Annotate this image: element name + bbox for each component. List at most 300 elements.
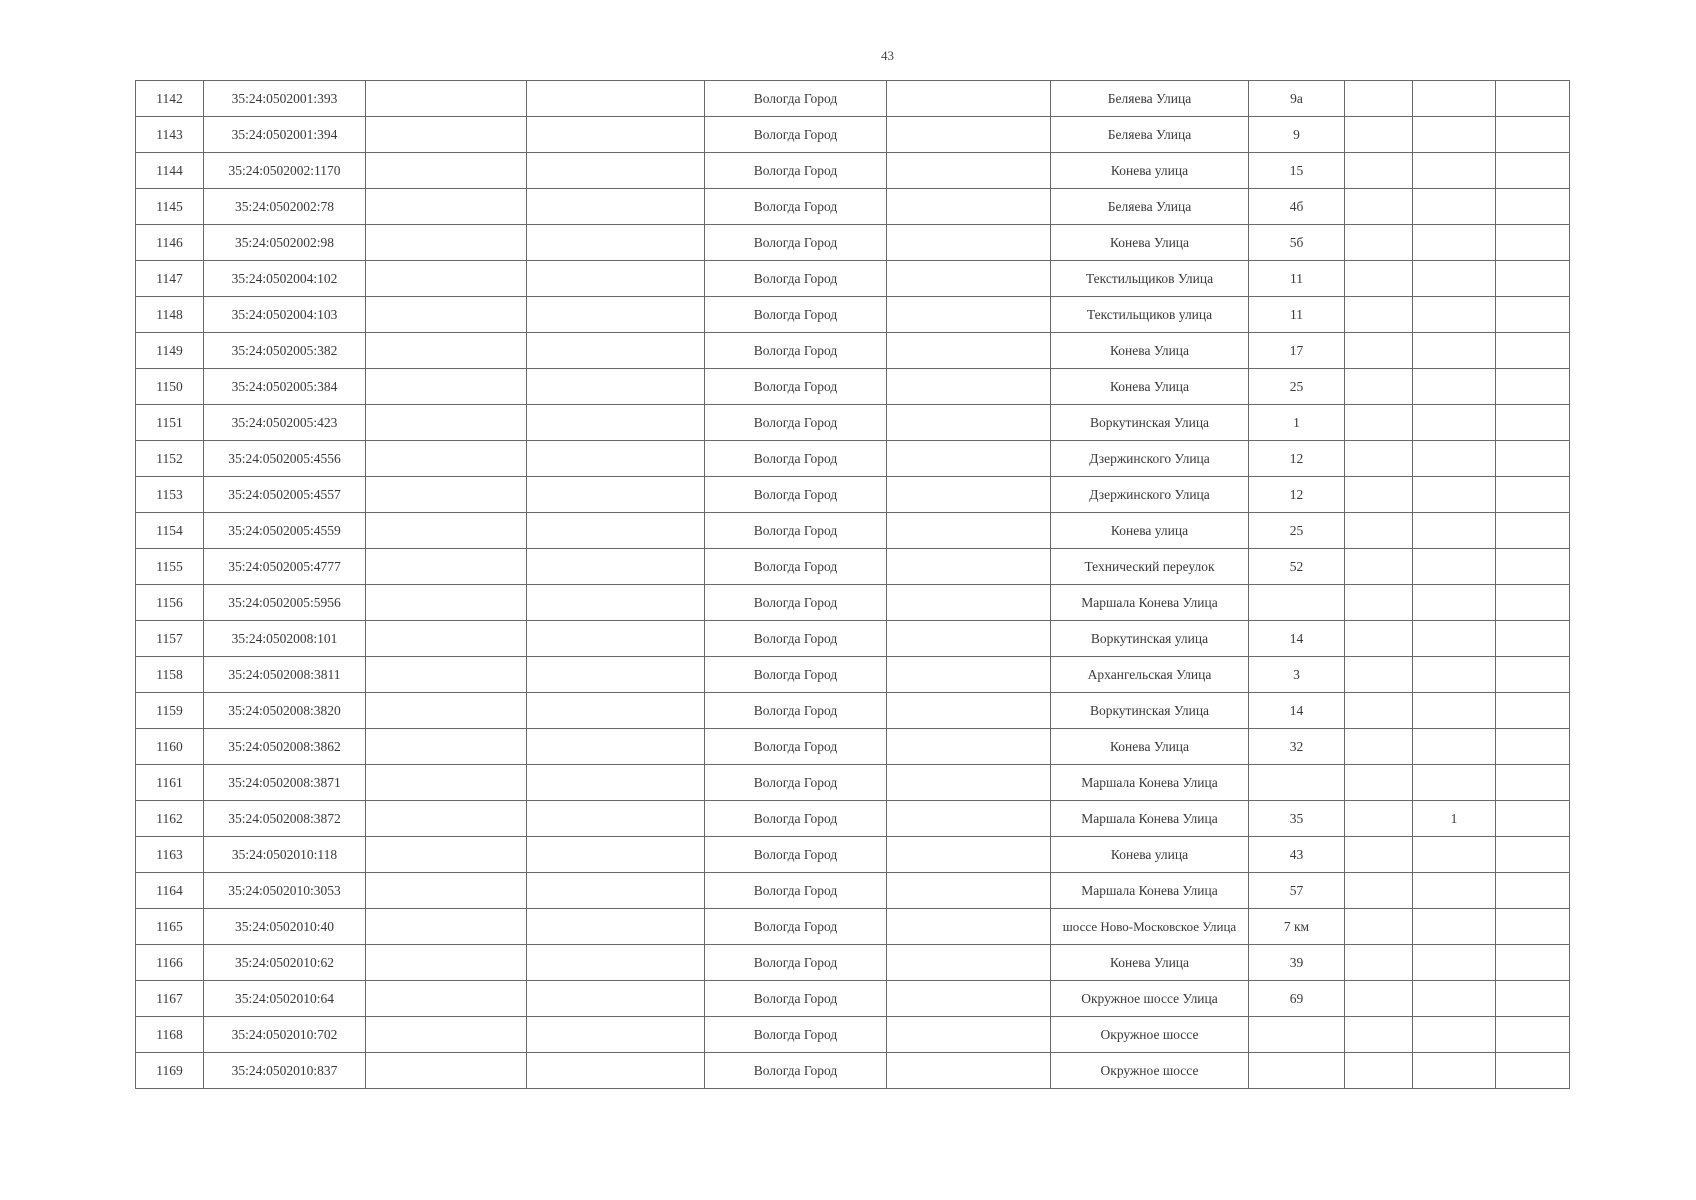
row-number-cell: 1167 — [136, 981, 204, 1017]
street-cell: Воркутинская Улица — [1051, 405, 1249, 441]
table-row — [136, 117, 1570, 153]
empty-cell — [366, 153, 527, 189]
extra-value-cell — [1413, 837, 1496, 873]
empty-cell — [366, 657, 527, 693]
cadastral-number-cell: 35:24:0502002:98 — [204, 225, 366, 261]
row-number-cell: 1169 — [136, 1053, 204, 1089]
house-number-cell: 5б — [1249, 225, 1345, 261]
cadastral-number-cell: 35:24:0502008:3871 — [204, 765, 366, 801]
table-row — [136, 513, 1570, 549]
empty-cell — [1345, 477, 1413, 513]
locality-cell: Вологда Город — [705, 729, 887, 765]
locality-cell: Вологда Город — [705, 837, 887, 873]
table-row — [136, 405, 1570, 441]
row-number-cell: 1142 — [136, 81, 204, 117]
empty-cell — [887, 1017, 1051, 1053]
empty-cell — [1496, 945, 1570, 981]
empty-cell — [887, 801, 1051, 837]
cadastral-number-cell: 35:24:0502005:4556 — [204, 441, 366, 477]
empty-cell — [1345, 657, 1413, 693]
empty-cell — [527, 477, 705, 513]
empty-cell — [887, 405, 1051, 441]
cadastral-number-cell: 35:24:0502010:64 — [204, 981, 366, 1017]
row-number-cell: 1148 — [136, 297, 204, 333]
empty-cell — [527, 729, 705, 765]
empty-cell — [887, 585, 1051, 621]
house-number-cell: 32 — [1249, 729, 1345, 765]
empty-cell — [1496, 441, 1570, 477]
empty-cell — [887, 261, 1051, 297]
street-cell: Архангельская Улица — [1051, 657, 1249, 693]
house-number-cell — [1249, 1017, 1345, 1053]
locality-cell: Вологда Город — [705, 549, 887, 585]
extra-value-cell — [1413, 1053, 1496, 1089]
extra-value-cell — [1413, 513, 1496, 549]
empty-cell — [527, 801, 705, 837]
row-number-cell: 1149 — [136, 333, 204, 369]
empty-cell — [1345, 945, 1413, 981]
row-number-cell: 1165 — [136, 909, 204, 945]
extra-value-cell — [1413, 909, 1496, 945]
extra-value-cell — [1413, 945, 1496, 981]
empty-cell — [1345, 297, 1413, 333]
locality-cell: Вологда Город — [705, 117, 887, 153]
empty-cell — [527, 405, 705, 441]
registry-table-body — [136, 81, 1570, 1089]
empty-cell — [887, 765, 1051, 801]
empty-cell — [1345, 693, 1413, 729]
street-cell: шоссе Ново-Московское Улица — [1051, 909, 1249, 945]
locality-cell: Вологда Город — [705, 621, 887, 657]
empty-cell — [366, 369, 527, 405]
empty-cell — [366, 261, 527, 297]
empty-cell — [1496, 549, 1570, 585]
cadastral-number-cell: 35:24:0502010:702 — [204, 1017, 366, 1053]
row-number-cell: 1156 — [136, 585, 204, 621]
row-number-cell: 1153 — [136, 477, 204, 513]
empty-cell — [366, 765, 527, 801]
empty-cell — [366, 117, 527, 153]
empty-cell — [366, 945, 527, 981]
row-number-cell: 1158 — [136, 657, 204, 693]
extra-value-cell — [1413, 549, 1496, 585]
table-row — [136, 729, 1570, 765]
locality-cell: Вологда Город — [705, 153, 887, 189]
house-number-cell: 15 — [1249, 153, 1345, 189]
row-number-cell: 1168 — [136, 1017, 204, 1053]
street-cell: Воркутинская улица — [1051, 621, 1249, 657]
row-number-cell: 1150 — [136, 369, 204, 405]
locality-cell: Вологда Город — [705, 909, 887, 945]
cadastral-number-cell: 35:24:0502008:3811 — [204, 657, 366, 693]
cadastral-number-cell: 35:24:0502005:423 — [204, 405, 366, 441]
row-number-cell: 1157 — [136, 621, 204, 657]
empty-cell — [1345, 801, 1413, 837]
empty-cell — [366, 801, 527, 837]
empty-cell — [1496, 693, 1570, 729]
street-cell: Маршала Конева Улица — [1051, 765, 1249, 801]
empty-cell — [1496, 837, 1570, 873]
extra-value-cell — [1413, 189, 1496, 225]
extra-value-cell — [1413, 621, 1496, 657]
cadastral-number-cell: 35:24:0502005:4777 — [204, 549, 366, 585]
empty-cell — [1496, 297, 1570, 333]
row-number-cell: 1160 — [136, 729, 204, 765]
empty-cell — [1496, 621, 1570, 657]
cadastral-number-cell: 35:24:0502010:40 — [204, 909, 366, 945]
row-number-cell: 1163 — [136, 837, 204, 873]
empty-cell — [1496, 81, 1570, 117]
empty-cell — [1345, 513, 1413, 549]
house-number-cell: 4б — [1249, 189, 1345, 225]
page-number: 43 — [881, 48, 894, 63]
extra-value-cell — [1413, 729, 1496, 765]
empty-cell — [1496, 909, 1570, 945]
street-cell: Конева Улица — [1051, 225, 1249, 261]
table-row — [136, 621, 1570, 657]
empty-cell — [1496, 1017, 1570, 1053]
empty-cell — [366, 837, 527, 873]
empty-cell — [366, 729, 527, 765]
house-number-cell: 69 — [1249, 981, 1345, 1017]
empty-cell — [527, 873, 705, 909]
house-number-cell: 3 — [1249, 657, 1345, 693]
street-cell: Конева Улица — [1051, 369, 1249, 405]
table-row — [136, 981, 1570, 1017]
empty-cell — [527, 153, 705, 189]
empty-cell — [887, 729, 1051, 765]
row-number-cell: 1155 — [136, 549, 204, 585]
cadastral-number-cell: 35:24:0502005:4557 — [204, 477, 366, 513]
extra-value-cell — [1413, 1017, 1496, 1053]
extra-value-cell — [1413, 585, 1496, 621]
locality-cell: Вологда Город — [705, 585, 887, 621]
empty-cell — [1496, 513, 1570, 549]
empty-cell — [1345, 405, 1413, 441]
table-row — [136, 225, 1570, 261]
empty-cell — [366, 981, 527, 1017]
street-cell: Дзержинского Улица — [1051, 441, 1249, 477]
empty-cell — [1345, 729, 1413, 765]
table-row — [136, 945, 1570, 981]
cadastral-number-cell: 35:24:0502001:394 — [204, 117, 366, 153]
extra-value-cell — [1413, 117, 1496, 153]
empty-cell — [366, 621, 527, 657]
empty-cell — [887, 981, 1051, 1017]
empty-cell — [366, 513, 527, 549]
table-row — [136, 873, 1570, 909]
locality-cell: Вологда Город — [705, 1053, 887, 1089]
empty-cell — [366, 909, 527, 945]
street-cell: Технический переулок — [1051, 549, 1249, 585]
empty-cell — [887, 1053, 1051, 1089]
empty-cell — [1496, 117, 1570, 153]
extra-value-cell — [1413, 81, 1496, 117]
empty-cell — [527, 765, 705, 801]
extra-value-cell — [1413, 153, 1496, 189]
empty-cell — [1345, 441, 1413, 477]
house-number-cell: 7 км — [1249, 909, 1345, 945]
street-cell: Конева улица — [1051, 837, 1249, 873]
empty-cell — [1345, 621, 1413, 657]
street-cell: Конева Улица — [1051, 945, 1249, 981]
table-row — [136, 441, 1570, 477]
street-cell: Окружное шоссе Улица — [1051, 981, 1249, 1017]
street-cell: Конева улица — [1051, 513, 1249, 549]
table-row — [136, 297, 1570, 333]
empty-cell — [1496, 333, 1570, 369]
empty-cell — [887, 873, 1051, 909]
locality-cell: Вологда Город — [705, 765, 887, 801]
empty-cell — [366, 333, 527, 369]
empty-cell — [1345, 81, 1413, 117]
empty-cell — [887, 621, 1051, 657]
empty-cell — [1345, 873, 1413, 909]
cadastral-number-cell: 35:24:0502008:3862 — [204, 729, 366, 765]
house-number-cell: 25 — [1249, 369, 1345, 405]
empty-cell — [1496, 1053, 1570, 1089]
extra-value-cell — [1413, 225, 1496, 261]
row-number-cell: 1143 — [136, 117, 204, 153]
empty-cell — [527, 657, 705, 693]
empty-cell — [1496, 657, 1570, 693]
extra-value-cell — [1413, 261, 1496, 297]
extra-value-cell — [1413, 873, 1496, 909]
empty-cell — [527, 117, 705, 153]
empty-cell — [527, 189, 705, 225]
empty-cell — [1496, 189, 1570, 225]
empty-cell — [366, 189, 527, 225]
locality-cell: Вологда Город — [705, 477, 887, 513]
empty-cell — [1345, 909, 1413, 945]
empty-cell — [1345, 981, 1413, 1017]
empty-cell — [366, 585, 527, 621]
locality-cell: Вологда Город — [705, 1017, 887, 1053]
registry-table — [135, 80, 1570, 1089]
empty-cell — [527, 441, 705, 477]
extra-value-cell — [1413, 333, 1496, 369]
empty-cell — [1345, 549, 1413, 585]
cadastral-number-cell: 35:24:0502005:4559 — [204, 513, 366, 549]
empty-cell — [527, 945, 705, 981]
cadastral-number-cell: 35:24:0502005:5956 — [204, 585, 366, 621]
empty-cell — [887, 153, 1051, 189]
house-number-cell: 1 — [1249, 405, 1345, 441]
empty-cell — [887, 441, 1051, 477]
house-number-cell: 17 — [1249, 333, 1345, 369]
extra-value-cell — [1413, 693, 1496, 729]
empty-cell — [887, 117, 1051, 153]
empty-cell — [527, 693, 705, 729]
street-cell: Беляева Улица — [1051, 117, 1249, 153]
row-number-cell: 1166 — [136, 945, 204, 981]
street-cell: Конева Улица — [1051, 729, 1249, 765]
street-cell: Маршала Конева Улица — [1051, 801, 1249, 837]
empty-cell — [527, 297, 705, 333]
empty-cell — [527, 549, 705, 585]
table-row — [136, 693, 1570, 729]
empty-cell — [887, 693, 1051, 729]
empty-cell — [887, 837, 1051, 873]
street-cell: Текстильщиков улица — [1051, 297, 1249, 333]
empty-cell — [1345, 1053, 1413, 1089]
empty-cell — [527, 837, 705, 873]
empty-cell — [887, 513, 1051, 549]
empty-cell — [1496, 765, 1570, 801]
street-cell: Окружное шоссе — [1051, 1053, 1249, 1089]
house-number-cell: 11 — [1249, 297, 1345, 333]
row-number-cell: 1146 — [136, 225, 204, 261]
row-number-cell: 1152 — [136, 441, 204, 477]
table-row — [136, 81, 1570, 117]
extra-value-cell: 1 — [1413, 801, 1496, 837]
locality-cell: Вологда Город — [705, 297, 887, 333]
empty-cell — [366, 297, 527, 333]
house-number-cell: 9а — [1249, 81, 1345, 117]
cadastral-number-cell: 35:24:0502004:102 — [204, 261, 366, 297]
empty-cell — [366, 81, 527, 117]
locality-cell: Вологда Город — [705, 225, 887, 261]
street-cell: Маршала Конева Улица — [1051, 873, 1249, 909]
table-row — [136, 1017, 1570, 1053]
locality-cell: Вологда Город — [705, 873, 887, 909]
house-number-cell: 52 — [1249, 549, 1345, 585]
cadastral-number-cell: 35:24:0502005:384 — [204, 369, 366, 405]
row-number-cell: 1162 — [136, 801, 204, 837]
locality-cell: Вологда Город — [705, 693, 887, 729]
empty-cell — [1496, 405, 1570, 441]
empty-cell — [887, 81, 1051, 117]
table-row — [136, 477, 1570, 513]
empty-cell — [527, 333, 705, 369]
street-cell: Воркутинская Улица — [1051, 693, 1249, 729]
empty-cell — [887, 657, 1051, 693]
empty-cell — [1496, 261, 1570, 297]
empty-cell — [1345, 1017, 1413, 1053]
locality-cell: Вологда Город — [705, 369, 887, 405]
locality-cell: Вологда Город — [705, 81, 887, 117]
empty-cell — [887, 333, 1051, 369]
cadastral-number-cell: 35:24:0502010:837 — [204, 1053, 366, 1089]
empty-cell — [887, 369, 1051, 405]
row-number-cell: 1159 — [136, 693, 204, 729]
street-cell: Беляева Улица — [1051, 189, 1249, 225]
empty-cell — [1496, 225, 1570, 261]
locality-cell: Вологда Город — [705, 945, 887, 981]
empty-cell — [1496, 153, 1570, 189]
empty-cell — [366, 225, 527, 261]
house-number-cell — [1249, 585, 1345, 621]
cadastral-number-cell: 35:24:0502005:382 — [204, 333, 366, 369]
empty-cell — [887, 549, 1051, 585]
house-number-cell: 43 — [1249, 837, 1345, 873]
street-cell: Дзержинского Улица — [1051, 477, 1249, 513]
street-cell: Конева улица — [1051, 153, 1249, 189]
extra-value-cell — [1413, 657, 1496, 693]
table-row — [136, 189, 1570, 225]
row-number-cell: 1144 — [136, 153, 204, 189]
empty-cell — [366, 1053, 527, 1089]
empty-cell — [366, 873, 527, 909]
locality-cell: Вологда Город — [705, 441, 887, 477]
cadastral-number-cell: 35:24:0502008:3820 — [204, 693, 366, 729]
table-row — [136, 369, 1570, 405]
house-number-cell: 9 — [1249, 117, 1345, 153]
empty-cell — [887, 297, 1051, 333]
extra-value-cell — [1413, 405, 1496, 441]
house-number-cell: 57 — [1249, 873, 1345, 909]
empty-cell — [1496, 801, 1570, 837]
cadastral-number-cell: 35:24:0502010:62 — [204, 945, 366, 981]
empty-cell — [527, 369, 705, 405]
street-cell: Текстильщиков Улица — [1051, 261, 1249, 297]
house-number-cell: 12 — [1249, 441, 1345, 477]
empty-cell — [366, 405, 527, 441]
empty-cell — [527, 513, 705, 549]
empty-cell — [1496, 873, 1570, 909]
empty-cell — [366, 441, 527, 477]
empty-cell — [366, 1017, 527, 1053]
empty-cell — [887, 945, 1051, 981]
empty-cell — [527, 261, 705, 297]
extra-value-cell — [1413, 369, 1496, 405]
house-number-cell — [1249, 765, 1345, 801]
empty-cell — [887, 477, 1051, 513]
empty-cell — [1345, 189, 1413, 225]
empty-cell — [1345, 261, 1413, 297]
empty-cell — [366, 477, 527, 513]
house-number-cell: 14 — [1249, 693, 1345, 729]
locality-cell: Вологда Город — [705, 657, 887, 693]
empty-cell — [527, 225, 705, 261]
empty-cell — [1345, 837, 1413, 873]
locality-cell: Вологда Город — [705, 405, 887, 441]
table-row — [136, 549, 1570, 585]
empty-cell — [1496, 981, 1570, 1017]
street-cell: Маршала Конева Улица — [1051, 585, 1249, 621]
empty-cell — [1345, 765, 1413, 801]
table-row — [136, 657, 1570, 693]
empty-cell — [887, 909, 1051, 945]
street-cell: Беляева Улица — [1051, 81, 1249, 117]
empty-cell — [366, 693, 527, 729]
cadastral-number-cell: 35:24:0502010:3053 — [204, 873, 366, 909]
table-row — [136, 837, 1570, 873]
extra-value-cell — [1413, 981, 1496, 1017]
empty-cell — [1496, 729, 1570, 765]
cadastral-number-cell: 35:24:0502002:1170 — [204, 153, 366, 189]
empty-cell — [1345, 117, 1413, 153]
empty-cell — [527, 1053, 705, 1089]
empty-cell — [1345, 333, 1413, 369]
house-number-cell: 35 — [1249, 801, 1345, 837]
house-number-cell: 25 — [1249, 513, 1345, 549]
empty-cell — [1496, 369, 1570, 405]
street-cell: Окружное шоссе — [1051, 1017, 1249, 1053]
house-number-cell — [1249, 1053, 1345, 1089]
table-row — [136, 765, 1570, 801]
table-row — [136, 909, 1570, 945]
cadastral-number-cell: 35:24:0502010:118 — [204, 837, 366, 873]
table-row — [136, 153, 1570, 189]
empty-cell — [1345, 369, 1413, 405]
row-number-cell: 1147 — [136, 261, 204, 297]
row-number-cell: 1145 — [136, 189, 204, 225]
empty-cell — [527, 585, 705, 621]
cadastral-number-cell: 35:24:0502001:393 — [204, 81, 366, 117]
table-row — [136, 333, 1570, 369]
extra-value-cell — [1413, 297, 1496, 333]
